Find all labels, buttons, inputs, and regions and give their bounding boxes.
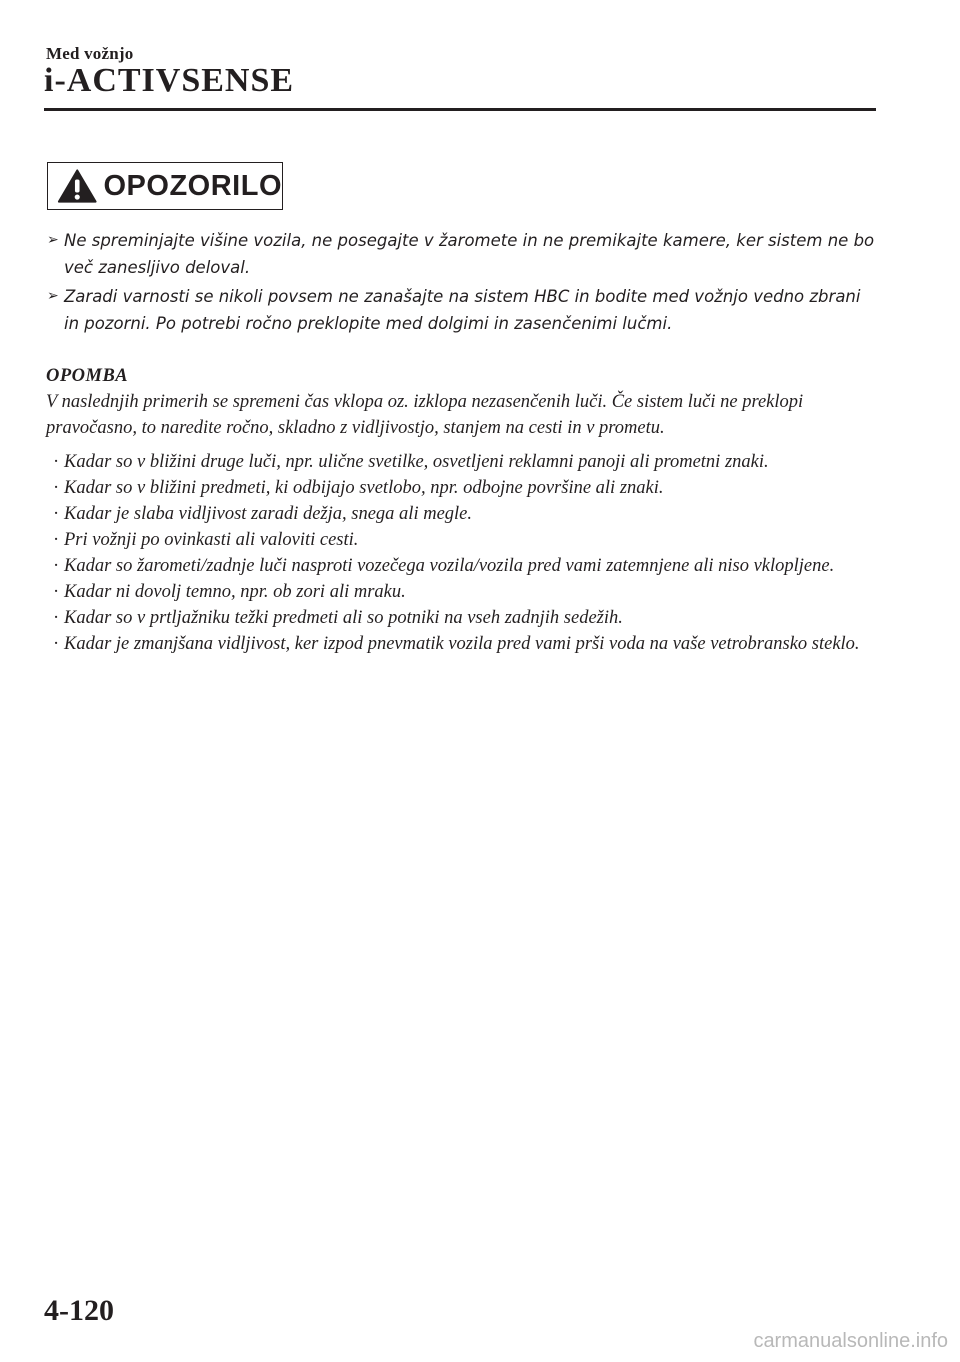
list-item-text: Kadar je zmanjšana vidljivost, ker izpod pnevmatik vozila pred vami prši voda na vaše vetrobransko steklo.	[64, 634, 860, 654]
warning-item-text: Zaradi varnosti se nikoli povsem ne zanašajte na sistem HBC in bodite med vožnjo vedno zbrani in pozorni. Po potrebi ročno preklopite med dolgimi in zasenčenimi lučmi.	[64, 287, 861, 333]
list-item	[46, 449, 876, 475]
list-item-text: Kadar so v bližini druge luči, npr. ulične svetilke, osvetljeni reklamni panoji ali prometni znaki.	[64, 452, 769, 472]
dot-bullet-icon: ·	[53, 478, 60, 498]
list-item-text: Kadar ni dovolj temno, npr. ob zori ali mraku.	[64, 582, 406, 602]
list-item	[46, 605, 876, 631]
list-item-text: Pri vožnji po ovinkasti ali valoviti cesti.	[64, 530, 359, 550]
dot-bullet-icon: ·	[53, 582, 60, 602]
list-item	[46, 553, 876, 579]
warning-list	[47, 227, 877, 339]
page-title: i-ACTIVSENSE	[44, 62, 295, 99]
list-item	[46, 475, 876, 501]
list-item	[46, 631, 876, 657]
note-heading: OPOMBA	[46, 366, 129, 386]
warning-box	[47, 162, 283, 210]
list-item	[46, 579, 876, 605]
dot-bullet-icon: ·	[53, 556, 60, 576]
list-item-text: Kadar so v prtljažniku težki predmeti ali so potniki na vseh zadnjih sedežih.	[64, 608, 623, 628]
warning-label: OPOZORILO	[103, 169, 282, 202]
warning-item	[47, 283, 877, 337]
note-list	[46, 449, 876, 657]
warning-triangle-icon	[57, 167, 98, 205]
dot-bullet-icon: ·	[53, 452, 60, 472]
warning-item-text: Ne spreminjajte višine vozila, ne posegajte v žaromete in ne premikajte kamere, ker sistem ne bo več zanesljivo deloval.	[64, 231, 875, 277]
watermark: carmanualsonline.info	[753, 1330, 948, 1352]
list-item-text: Kadar so žarometi/zadnje luči nasproti vozečega vozila/vozila pred vami zatemnjene ali niso vklopljene.	[64, 556, 835, 576]
dot-bullet-icon: ·	[53, 608, 60, 628]
dot-bullet-icon: ·	[53, 504, 60, 524]
warning-item	[47, 227, 877, 281]
list-item-text: Kadar je slaba vidljivost zaradi dežja, snega ali megle.	[64, 504, 473, 524]
list-item	[46, 501, 876, 527]
section-label: Med vožnjo	[46, 44, 134, 63]
list-item-text: Kadar so v bližini predmeti, ki odbijajo svetlobo, npr. odbojne površine ali znaki.	[64, 478, 664, 498]
title-rule	[44, 108, 876, 111]
arrow-bullet-icon: ➢	[47, 288, 59, 304]
note-body: V naslednjih primerih se spremeni čas vklopa oz. izklopa nezasenčenih luči. Če sistem luči ne preklopi pravočasno, to naredite ročno, skladno z vidljivostjo, stanjem na cesti in v prometu.	[46, 392, 804, 438]
dot-bullet-icon: ·	[53, 634, 60, 654]
arrow-bullet-icon: ➢	[47, 232, 59, 248]
page-number: 4-120	[44, 1294, 114, 1327]
dot-bullet-icon: ·	[53, 530, 60, 550]
list-item	[46, 527, 876, 553]
note-section	[46, 363, 876, 657]
